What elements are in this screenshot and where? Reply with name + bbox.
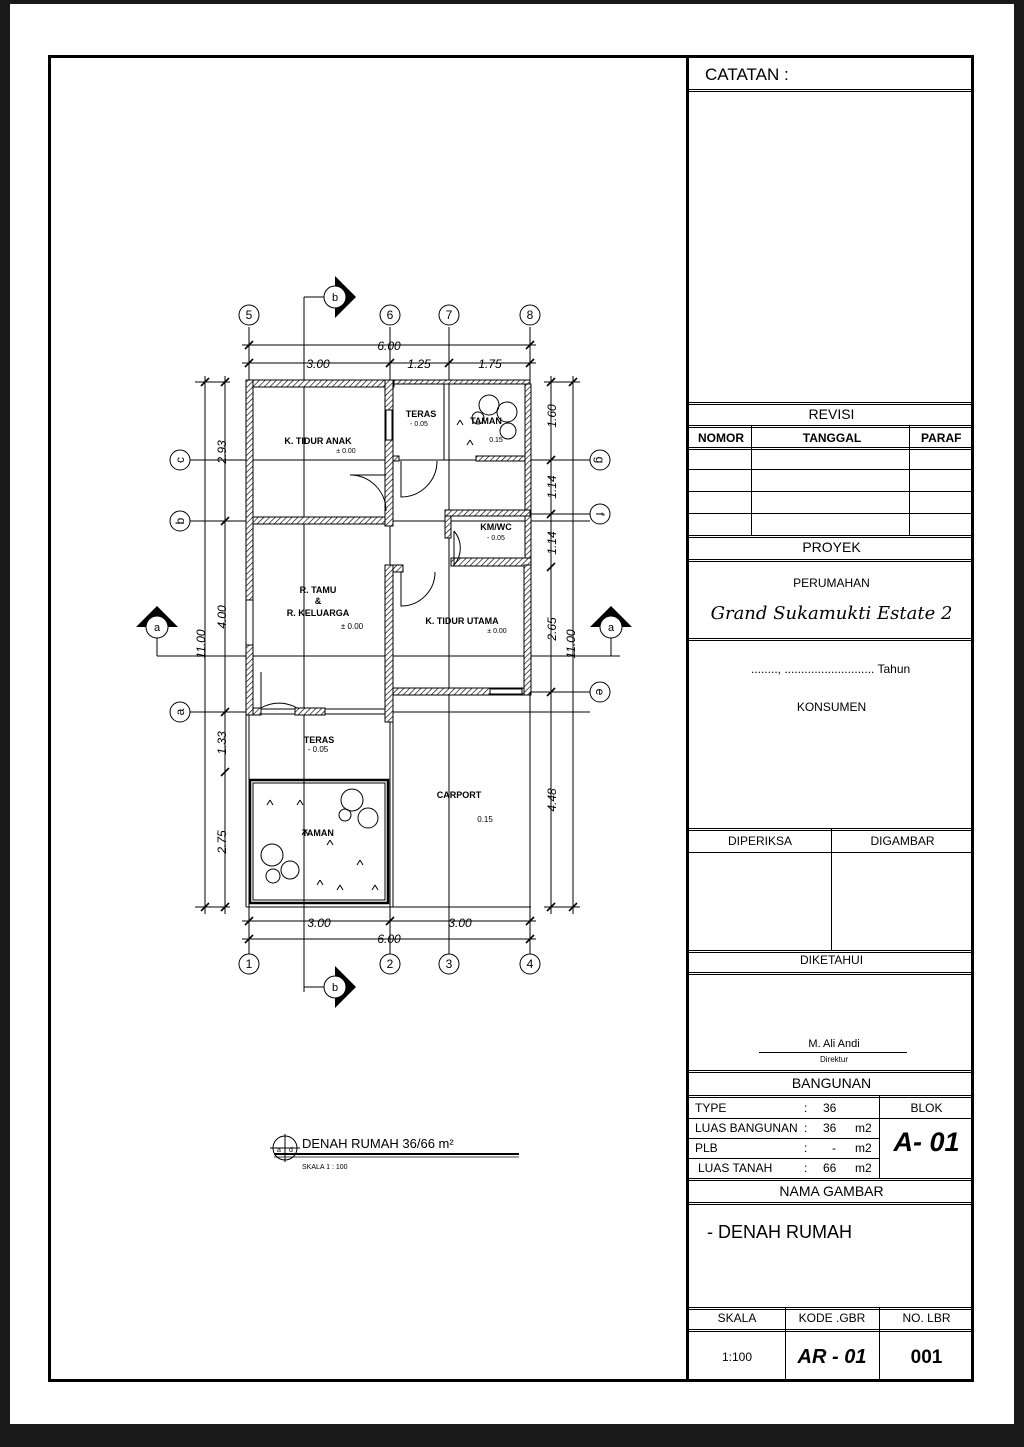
project-heading: PROYEK	[802, 539, 861, 555]
building-row-luas-bangunan-unit: m2	[855, 1121, 872, 1135]
section-marker-b-top	[304, 276, 356, 318]
level-carport: 0.15	[477, 815, 493, 824]
grid-label-3: 3	[445, 957, 453, 971]
dim-right-1: 1.60	[545, 404, 559, 428]
building-row-luas-bangunan-value: 36	[823, 1121, 837, 1135]
grid-label-g: g	[593, 456, 607, 464]
grid-label-8: 8	[526, 308, 534, 322]
footer-code-label: KODE .GBR	[798, 1311, 866, 1325]
grid-label-a: a	[173, 708, 187, 716]
checked-label: DIPERIKSA	[727, 834, 793, 848]
room-r-tamu-2: &	[314, 596, 322, 606]
room-taman-top: TAMAN	[470, 416, 502, 426]
doors	[261, 461, 460, 708]
grid-label-7: 7	[445, 308, 453, 322]
building-row-luas-bangunan-sep: :	[804, 1121, 808, 1135]
room-k-tidur-utama: K. TIDUR UTAMA	[425, 616, 499, 626]
dim-top-2: 1.25	[407, 357, 431, 371]
building-row-luas-tanah-value: 66	[823, 1161, 837, 1175]
footer-scale-label: SKALA	[717, 1311, 757, 1325]
building-row-type-label: TYPE	[695, 1101, 727, 1115]
level-teras-top: - 0.05	[410, 421, 428, 428]
dim-top-3: 1.75	[478, 357, 502, 371]
level-r-tamu: ± 0.00	[340, 622, 364, 631]
grid-label-1: 1	[245, 957, 253, 971]
room-k-tidur-anak: K. TIDUR ANAK	[284, 436, 352, 446]
dim-bottom-2: 3.00	[448, 916, 472, 930]
building-row-plb-unit: m2	[855, 1141, 872, 1155]
room-carport: CARPORT	[436, 790, 482, 800]
project-date-line: ........, ........................... Tahun	[751, 662, 911, 676]
revisions-title: REVISI	[808, 406, 855, 422]
rev-col-nomor: NOMOR	[698, 431, 744, 445]
footer-sheet-value: 001	[910, 1347, 943, 1368]
signer-name: M. Ali Andi	[808, 1038, 860, 1050]
grid-label-e: e	[593, 688, 607, 696]
block-value: A- 01	[893, 1127, 960, 1157]
footer-code-value: AR - 01	[797, 1346, 867, 1368]
dim-top-total: 6.00	[377, 339, 401, 353]
signature-line	[759, 1052, 907, 1053]
section-label-b-top: b	[331, 292, 339, 304]
room-r-tamu-1: R. TAMU	[299, 585, 337, 595]
title-marker-right: d	[289, 1147, 293, 1154]
title-block	[686, 58, 974, 1379]
dim-right-4: 2.65	[545, 617, 559, 641]
footer-scale-value: 1:100	[721, 1350, 753, 1364]
section-marker-b-bottom	[304, 966, 356, 1008]
dim-left-4: 2.75	[215, 830, 229, 854]
room-r-tamu-3: R. KELUARGA	[286, 608, 350, 618]
building-row-luas-tanah-label: LUAS TANAH	[698, 1161, 773, 1175]
grid-label-f: f	[593, 512, 607, 516]
dim-right-total: 11.00	[564, 629, 578, 659]
dim-bottom-total: 6.00	[377, 932, 401, 946]
dim-right-2: 1.14	[545, 475, 559, 499]
drawing-name-value: - DENAH RUMAH	[707, 1222, 853, 1242]
building-row-luas-tanah-sep: :	[804, 1161, 808, 1175]
grid-label-2: 2	[386, 957, 394, 971]
building-row-plb-value: -	[832, 1141, 836, 1155]
room-teras-top: TERAS	[405, 409, 437, 419]
building-row-plb-sep: :	[804, 1141, 808, 1155]
signer-title: Direktur	[819, 1055, 848, 1064]
plan-scale: SKALA 1 : 100	[302, 1164, 348, 1171]
building-row-plb-label: PLB	[695, 1141, 718, 1155]
plan-title-block	[270, 1134, 519, 1171]
project-label: PERUMAHAN	[793, 576, 870, 590]
level-k-tidur-utama: ± 0.00	[487, 628, 507, 635]
dim-right-5: 4.48	[545, 788, 559, 812]
dim-left-2: 4.00	[215, 605, 229, 629]
notes-title: CATATAN :	[705, 65, 789, 84]
section-label-b-bottom: b	[331, 982, 339, 994]
room-teras-bottom: TERAS	[303, 735, 335, 745]
dim-right-3: 1.14	[545, 531, 559, 555]
section-label-a-left: a	[153, 622, 161, 634]
grid-label-b: b	[173, 517, 187, 525]
section-label-a-right: a	[607, 622, 615, 634]
rev-col-paraf: PARAF	[921, 431, 962, 445]
dim-top-1: 3.00	[306, 357, 330, 371]
dim-left-total: 11.00	[194, 629, 208, 659]
footer-sheet-label: NO. LBR	[902, 1311, 951, 1325]
room-taman-bottom: TAMAN	[302, 828, 334, 838]
section-marker-a-left	[136, 606, 178, 656]
grid-label-6: 6	[386, 308, 394, 322]
client-label: KONSUMEN	[796, 700, 867, 714]
building-row-luas-tanah-unit: m2	[855, 1161, 872, 1175]
room-kmwc: KM/WC	[480, 522, 512, 532]
grid-label-5: 5	[245, 308, 253, 322]
drawn-label: DIGAMBAR	[870, 834, 935, 848]
level-taman-top: 0.15	[489, 437, 503, 444]
building-heading: BANGUNAN	[791, 1075, 872, 1091]
block-label: BLOK	[910, 1101, 943, 1115]
building-row-luas-bangunan-label: LUAS BANGUNAN	[695, 1121, 798, 1135]
section-marker-a-right	[590, 606, 632, 656]
acknowledged-label: DIKETAHUI	[799, 953, 864, 967]
level-teras-bottom: - 0.05	[307, 745, 329, 754]
drawing-name-heading: NAMA GAMBAR	[779, 1183, 884, 1199]
level-kmwc: - 0.05	[487, 535, 505, 542]
grid-label-c: c	[173, 457, 187, 463]
project-name: Grand Sukamukti Estate 2	[710, 603, 953, 624]
building-row-type-sep: :	[804, 1101, 808, 1115]
dim-left-1: 2.93	[215, 440, 229, 464]
title-marker-left: a	[277, 1147, 281, 1154]
building-row-type-value: 36	[823, 1101, 837, 1115]
dim-bottom-1: 3.00	[307, 916, 331, 930]
grid-label-4: 4	[526, 957, 534, 971]
plan-title: DENAH RUMAH 36/66 m²	[302, 1136, 454, 1151]
rev-col-tanggal: TANGGAL	[802, 431, 862, 445]
dim-left-3: 1.33	[215, 731, 229, 755]
level-k-tidur-anak: ± 0.00	[336, 448, 356, 455]
